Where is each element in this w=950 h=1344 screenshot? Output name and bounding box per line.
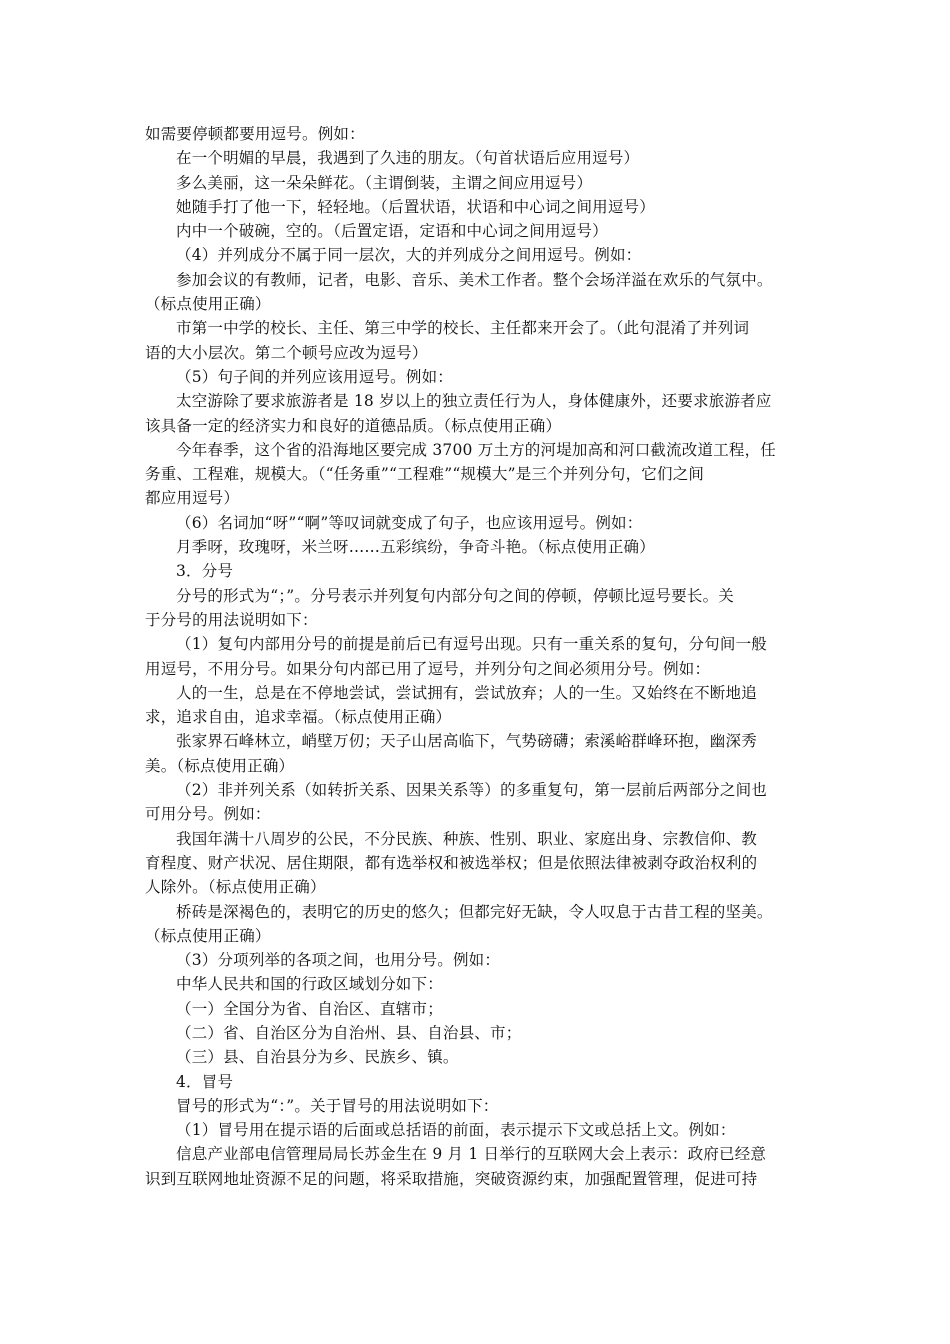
text-line: 今年春季，这个省的沿海地区要完成 3700 万土方的河堤加高和河口截流改道工程，任 (176, 440, 777, 459)
text-line: 可用分号。例如： (145, 805, 271, 824)
text-line: （2）非并列关系（如转折关系、因果关系等）的多重复句，第一层前后两部分之间也 (176, 781, 767, 800)
text-line: 她随手打了他一下，轻轻地。（后置状语，状语和中心词之间用逗号） (176, 197, 655, 216)
document-page (145, 122, 809, 1191)
text-line: （标点使用正确） (145, 926, 271, 945)
text-line: 中华人民共和国的行政区域划分如下： (176, 975, 443, 994)
text-line: 市第一中学的校长、主任、第三中学的校长、主任都来开会了。（此句混淆了并列词 (176, 319, 750, 338)
text-line: （标点使用正确） (145, 295, 271, 314)
text-line: 语的大小层次。第二个顿号应改为逗号） (145, 343, 428, 362)
text-line: 育程度、财产状况、居住期限，都有选举权和被选举权；但是依照法律被剥夺政治权利的 (145, 853, 758, 872)
text-line: 月季呀，玫瑰呀，米兰呀……五彩缤纷，争奇斗艳。（标点使用正确） (176, 538, 655, 557)
text-line: 人除外。（标点使用正确） (145, 878, 326, 897)
text-line: 人的一生，总是在不停地尝试，尝试拥有，尝试放弃；人的一生。又始终在不断地追 (176, 683, 757, 702)
text-line: 务重、工程难，规模大。（“任务重”“工程难”“规模大”是三个并列分句，它们之间 (145, 465, 705, 484)
text-line: 我国年满十八周岁的公民，不分民族、种族、性别、职业、家庭出身、宗教信仰、教 (176, 829, 757, 848)
text-line: （6）名词加“呀”“啊”等叹词就变成了句子，也应该用逗号。例如： (176, 513, 643, 532)
text-line: （1）冒号用在提示语的后面或总括语的前面，表示提示下文或总括上文。例如： (176, 1121, 736, 1140)
text-line: 都应用逗号） (145, 489, 240, 508)
text-line: 美。（标点使用正确） (145, 756, 295, 775)
text-line: 于分号的用法说明如下： (145, 610, 318, 629)
text-line: （5）句子间的并列应该用逗号。例如： (176, 367, 453, 386)
text-line: 冒号的形式为“：”。关于冒号的用法说明如下： (176, 1096, 499, 1115)
text-line: 3．分号 (176, 562, 234, 581)
text-line: 分号的形式为“；”。分号表示并列复句内部分句之间的停顿，停顿比逗号要长。关 (176, 586, 735, 605)
text-line: 该具备一定的经济实力和良好的道德品质。（标点使用正确） (145, 416, 562, 435)
text-line: （二）省、自治区分为自治州、县、自治县、市； (176, 1023, 522, 1042)
text-line: 识到互联网地址资源不足的问题，将采取措施，突破资源约束，加强配置管理，促进可持 (145, 1169, 758, 1188)
text-line: 在一个明媚的早晨，我遇到了久违的朋友。（句首状语后应用逗号） (176, 149, 640, 168)
text-line: 多么美丽，这一朵朵鲜花。（主谓倒装，主谓之间应用逗号） (176, 173, 593, 192)
text-line: （3）分项列举的各项之间，也用分号。例如： (176, 951, 501, 970)
text-line: 桥砖是深褐色的，表明它的历史的悠久；但都完好无缺，令人叹息于古昔工程的坚美。 (176, 902, 773, 921)
text-line: 4．冒号 (176, 1072, 234, 1091)
text-line: 太空游除了要求旅游者是 18 岁以上的独立责任行为人，身体健康外，还要求旅游者应 (176, 392, 772, 411)
text-line: （1）复句内部用分号的前提是前后已有逗号出现。只有一重关系的复句，分句间一般 (176, 635, 767, 654)
text-line: （4）并列成分不属于同一层次，大的并列成分之间用逗号。例如： (176, 246, 642, 265)
text-line: 参加会议的有教师，记者，电影、音乐、美术工作者。整个会场洋溢在欢乐的气氛中。 (176, 270, 773, 289)
text-line: 张家界石峰林立，峭壁万仞；天子山居高临下，气势磅礴；索溪峪群峰环抱，幽深秀 (176, 732, 757, 751)
text-line: 内中一个破碗，空的。（后置定语，定语和中心词之间用逗号） (176, 222, 608, 241)
text-line: 信息产业部电信管理局局长苏金生在 9 月 1 日举行的互联网大会上表示：政府已经意 (176, 1145, 767, 1164)
text-line: （一）全国分为省、自治区、直辖市； (176, 999, 443, 1018)
text-line: 用逗号，不用分号。如果分句内部已用了逗号，并列分句之间必须用分号。例如： (145, 659, 711, 678)
text-line: 求，追求自由，追求幸福。（标点使用正确） (145, 708, 452, 727)
text-line: （三）县、自治县分为乡、民族乡、镇。 (176, 1048, 459, 1067)
text-line: 如需要停顿都要用逗号。例如： (145, 125, 365, 143)
